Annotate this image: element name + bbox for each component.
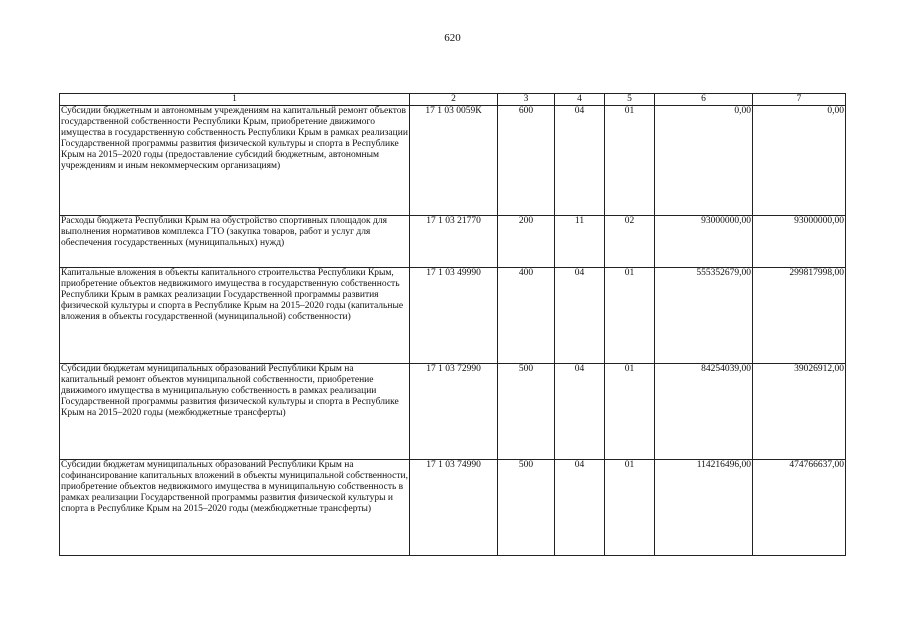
row-expense-type: 200 [498,216,555,268]
row-name: Расходы бюджета Республики Крым на обустройство спортивных площадок для выполнения нормативов комплекса ГТО (закупка товаров, работ и услуг для обеспечения государственных (муниципальных) нужд) [60,216,410,268]
row-section: 04 [555,364,605,460]
row-expense-type: 400 [498,268,555,364]
row-section: 11 [555,216,605,268]
table-row [60,216,846,268]
row-subsection: 01 [605,460,655,556]
row-amount-7: 299817998,00 [753,268,846,364]
row-amount-7: 474766637,00 [753,460,846,556]
row-amount-6: 555352679,00 [655,268,753,364]
table-row [60,268,846,364]
column-header-3: 3 [498,94,555,106]
budget-table [59,93,846,556]
column-header-4: 4 [555,94,605,106]
row-subsection: 01 [605,106,655,216]
row-expense-type: 600 [498,106,555,216]
row-subsection: 01 [605,364,655,460]
row-amount-6: 84254039,00 [655,364,753,460]
table-row [60,364,846,460]
row-target-code: 17 1 03 21770 [410,216,498,268]
row-target-code: 17 1 03 72990 [410,364,498,460]
column-header-7: 7 [753,94,846,106]
table-header-row [60,94,846,106]
column-header-1: 1 [60,94,410,106]
row-name: Субсидии бюджетам муниципальных образований Республики Крым на софинансирование капитальных вложений в объекты муниципальной собственности, приобретение объектов недвижимого имущества в муниципальную собственность в рамках реализации Государственной программы развития физической культуры и спорта в Республике Крым на 2015–2020 годы (межбюджетные трансферты) [60,460,410,556]
row-target-code: 17 1 03 49990 [410,268,498,364]
column-header-5: 5 [605,94,655,106]
row-subsection: 02 [605,216,655,268]
row-target-code: 17 1 03 74990 [410,460,498,556]
row-section: 04 [555,460,605,556]
table-row [60,460,846,556]
table-row [60,106,846,216]
row-expense-type: 500 [498,460,555,556]
row-name: Субсидии бюджетным и автономным учреждениям на капитальный ремонт объектов государственной собственности Республики Крым, приобретение движимого имущества в государственную собственность Республики Крым в рамках реализации Государственной программы развития физической культуры и спорта в Республике Крым на 2015–2020 годы (предоставление субсидий бюджетным, автономным учреждениям и иным некоммерческим организациям) [60,106,410,216]
row-name: Капитальные вложения в объекты капитального строительства Республики Крым, приобретение объектов недвижимого имущества в государственную собственность Республики Крым в рамках реализации Государственной программы развития физической культуры и спорта в Республике Крым на 2015–2020 годы (капитальные вложения в объекты государственной (муниципальной) собственности) [60,268,410,364]
row-section: 04 [555,106,605,216]
column-header-2: 2 [410,94,498,106]
row-expense-type: 500 [498,364,555,460]
row-subsection: 01 [605,268,655,364]
page-number: 620 [444,32,461,44]
row-amount-6: 114216496,00 [655,460,753,556]
row-target-code: 17 1 03 0059К [410,106,498,216]
row-amount-6: 93000000,00 [655,216,753,268]
column-header-6: 6 [655,94,753,106]
row-amount-7: 93000000,00 [753,216,846,268]
row-amount-7: 39026912,00 [753,364,846,460]
row-amount-7: 0,00 [753,106,846,216]
row-name: Субсидии бюджетам муниципальных образований Республики Крым на капитальный ремонт объектов муниципальной собственности, приобретение движимого имущества в муниципальную собственность в рамках реализации Государственной программы развития физической культуры и спорта в Республике Крым на 2015–2020 годы (межбюджетные трансферты) [60,364,410,460]
row-amount-6: 0,00 [655,106,753,216]
row-section: 04 [555,268,605,364]
